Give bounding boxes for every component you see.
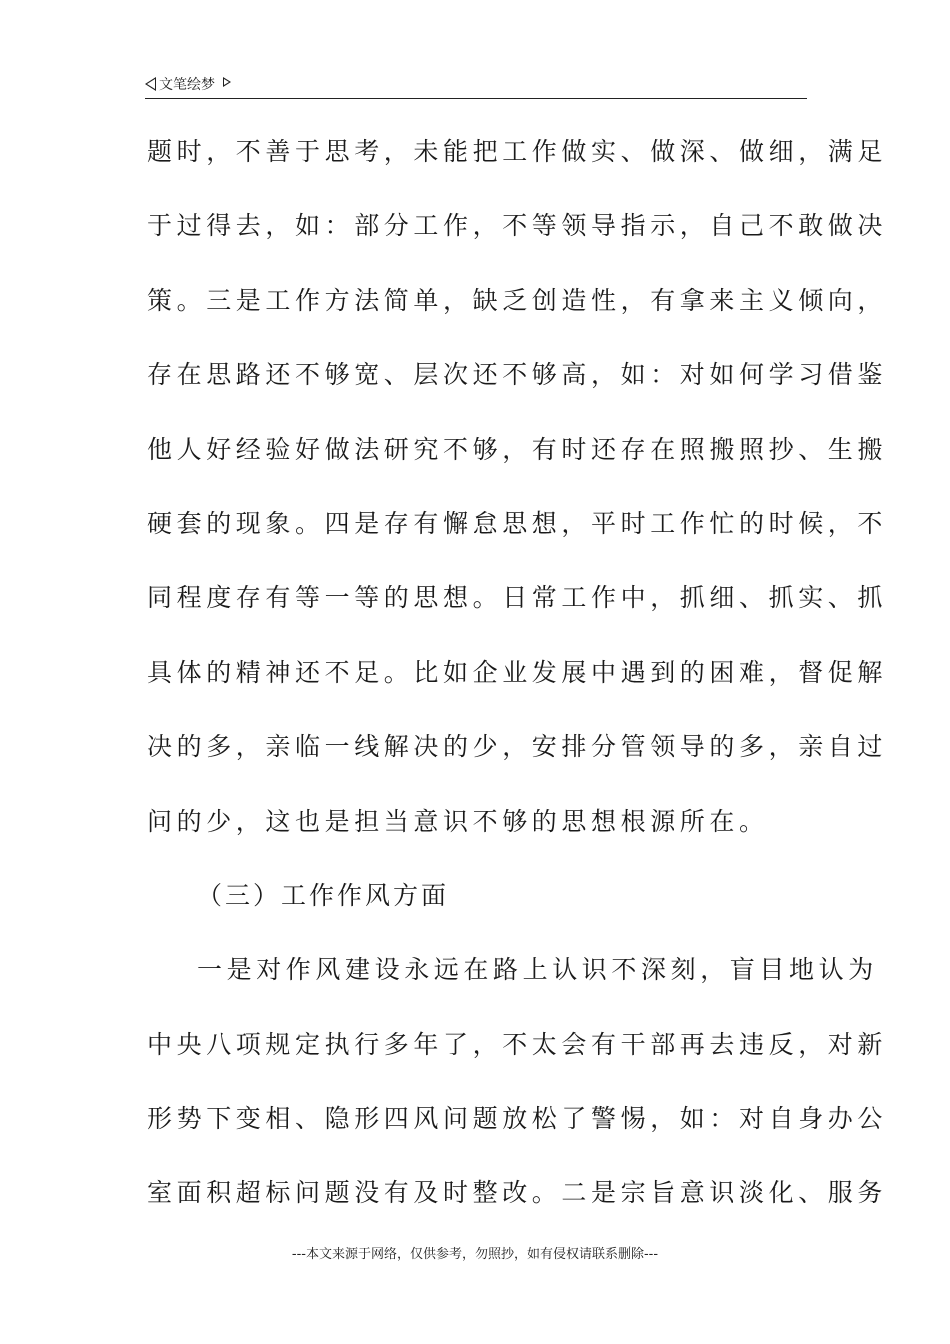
body-line: 具体的精神还不足。比如企业发展中遇到的困难，督促解 xyxy=(147,657,888,687)
header-title-group xyxy=(145,74,231,94)
body-line: 同程度存有等一等的思想。日常工作中，抓细、抓实、抓 xyxy=(147,583,888,613)
section-heading: （三）工作作风方面 xyxy=(197,880,450,910)
body-line: 于过得去，如：部分工作，不等领导指示，自己不敢做决 xyxy=(147,211,888,241)
triangle-right-icon xyxy=(223,77,231,87)
page-header xyxy=(145,72,807,99)
page-footer: ---本文来源于网络，仅供参考，勿照抄，如有侵权请联系删除--- xyxy=(291,1247,659,1262)
body-line: 硬套的现象。四是存有懈怠思想，平时工作忙的时候，不 xyxy=(147,508,888,538)
triangle-left-icon xyxy=(145,77,156,91)
body-line: 室面积超标问题没有及时整改。二是宗旨意识淡化、服务 xyxy=(147,1178,888,1208)
body-line: 决的多，亲临一线解决的少，安排分管领导的多，亲自过 xyxy=(147,732,888,762)
body-line: 问的少，这也是担当意识不够的思想根源所在。 xyxy=(147,806,769,836)
body-line: 中央八项规定执行多年了，不太会有干部再去违反，对新 xyxy=(147,1029,888,1059)
document-body xyxy=(147,126,888,1242)
body-line: 他人好经验好做法研究不够，有时还存在照搬照抄、生搬 xyxy=(147,434,888,464)
body-line: 策。三是工作方法简单，缺乏创造性，有拿来主义倾向， xyxy=(147,285,888,315)
body-line: 存在思路还不够宽、层次还不够高，如：对如何学习借鉴 xyxy=(147,360,888,390)
header-title: 文笔绘梦 xyxy=(159,77,215,93)
body-line: 形势下变相、隐形四风问题放松了警惕，如：对自身办公 xyxy=(147,1104,888,1134)
paragraph-first-line: 一是对作风建设永远在路上认识不深刻，盲目地认为 xyxy=(197,955,878,985)
body-line: 题时，不善于思考，未能把工作做实、做深、做细，满足 xyxy=(147,137,888,166)
